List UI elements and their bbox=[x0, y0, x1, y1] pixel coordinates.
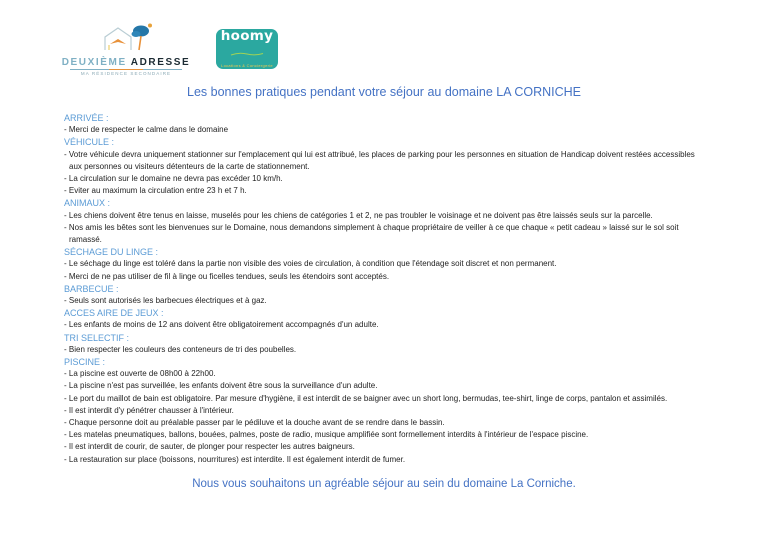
rule-item: - Nos amis les bêtes sont les bienvenues sur le Domaine, nous demandons simplement à chaque propriétaire de veiller à ce que chaque « petit cadeau » laissé sur le sol soit ramassé. bbox=[64, 222, 679, 245]
closing-message: Nous vous souhaitons un agréable séjour au sein du domaine La Corniche. bbox=[192, 478, 576, 490]
rule-item: - Bien respecter les couleurs des conteneurs de tri des poubelles. bbox=[64, 344, 297, 354]
rule-item: - Merci de respecter le calme dans le domaine bbox=[64, 125, 229, 135]
rule-item: - La piscine est ouverte de 08h00 à 22h00. bbox=[64, 369, 216, 379]
rule-item: - Votre véhicule devra uniquement stationner sur l'emplacement qui lui est attribué, les places de parking pour les personnes en situation de Handicap doivent restées accessibles aux personnes ou visiteurs détenteurs de la carte de stationnement. bbox=[64, 149, 695, 171]
rule-item: - Seuls sont autorisés les barbecues électriques et à gaz. bbox=[64, 296, 267, 306]
rule-item: - Les matelas pneumatiques, ballons, bouées, palmes, poste de radio, musique amplifiée sont formellement interdits à l'intérieur de l'espace piscine. bbox=[64, 430, 589, 440]
section-heading-tri-selectif: TRI SELECTIF : bbox=[64, 332, 130, 343]
section-heading-sechage-du-linge: SÉCHAGE DU LINGE : bbox=[64, 247, 159, 258]
section-heading-piscine: PISCINE : bbox=[64, 357, 106, 368]
rule-item: - Il est interdit de courir, de sauter, de plonger pour respecter les autres baigneurs. bbox=[64, 442, 355, 452]
deuxieme-adresse-tagline: MA RÉSIDENCE SECONDAIRE bbox=[80, 71, 172, 76]
rule-item: - Les enfants de moins de 12 ans doivent être obligatoirement accompagnés d'un adulte. bbox=[64, 320, 379, 330]
logo-divider-line bbox=[70, 69, 182, 70]
logo-row bbox=[61, 22, 278, 76]
hoomy-logo bbox=[216, 29, 278, 69]
house-tree-icon bbox=[97, 22, 155, 57]
hoomy-tagline: Locations & Conciergerie bbox=[221, 63, 273, 68]
deuxieme-adresse-logo bbox=[61, 22, 191, 76]
section-heading-vehicule: VÉHICULE : bbox=[64, 137, 115, 148]
rule-item: - Il est interdit d'y pénétrer chausser à l'intérieur. bbox=[64, 405, 234, 415]
rule-item: - Merci de ne pas utiliser de fil à linge ou ficelles tendues, seuls les étendoirs sont acceptés. bbox=[64, 271, 390, 281]
rule-item: - Le port du maillot de bain est obligatoire. Par mesure d'hygiène, il est interdit de se baigner avec un short long, bermudas, tee-shirt, linge de corps, pantalon et assimilés. bbox=[64, 393, 668, 403]
rule-item: - Chaque personne doit au préalable passer par le pédiluve et la douche avant de se rendre dans le bassin. bbox=[64, 418, 445, 428]
deuxieme-adresse-wordmark bbox=[62, 57, 191, 68]
hoomy-wave-icon bbox=[230, 43, 264, 61]
rule-item: - Le séchage du linge est toléré dans la partie non visible des voies de circulation, à condition que l'étendage soit discret et non permanent. bbox=[64, 259, 557, 269]
rule-item: - La piscine n'est pas surveillée, les enfants doivent être sous la surveillance d'un adulte. bbox=[64, 381, 378, 391]
section-heading-acces-aire-de-jeux: ACCES AIRE DE JEUX : bbox=[64, 308, 164, 319]
page-title: Les bonnes pratiques pendant votre séjour au domaine LA CORNICHE bbox=[187, 85, 581, 99]
section-heading-animaux: ANIMAUX : bbox=[64, 198, 111, 209]
section-heading-arrivee: ARRIVÉE : bbox=[64, 113, 109, 123]
adresse-text: ADRESSE bbox=[130, 57, 191, 68]
rule-item: - Eviter au maximum la circulation entre 23 h et 7 h. bbox=[64, 186, 247, 196]
deuxieme-text: DEUXIÈME bbox=[61, 57, 127, 68]
rule-item: - La circulation sur le domaine ne devra pas excéder 10 km/h. bbox=[64, 174, 283, 184]
hoomy-wordmark: hoomy bbox=[220, 28, 274, 44]
rules-content bbox=[64, 112, 706, 466]
rule-item: - La restauration sur place (boissons, nourritures) est interdite. Il est également interdit de fumer. bbox=[64, 454, 406, 464]
rule-item: - Les chiens doivent être tenus en laisse, muselés pour les chiens de catégories 1 et 2, ne pas troubler le voisinage et ne doivent pas être laissés seuls sur la parcelle. bbox=[64, 210, 653, 220]
section-heading-barbecue: BARBECUE : bbox=[64, 283, 119, 294]
